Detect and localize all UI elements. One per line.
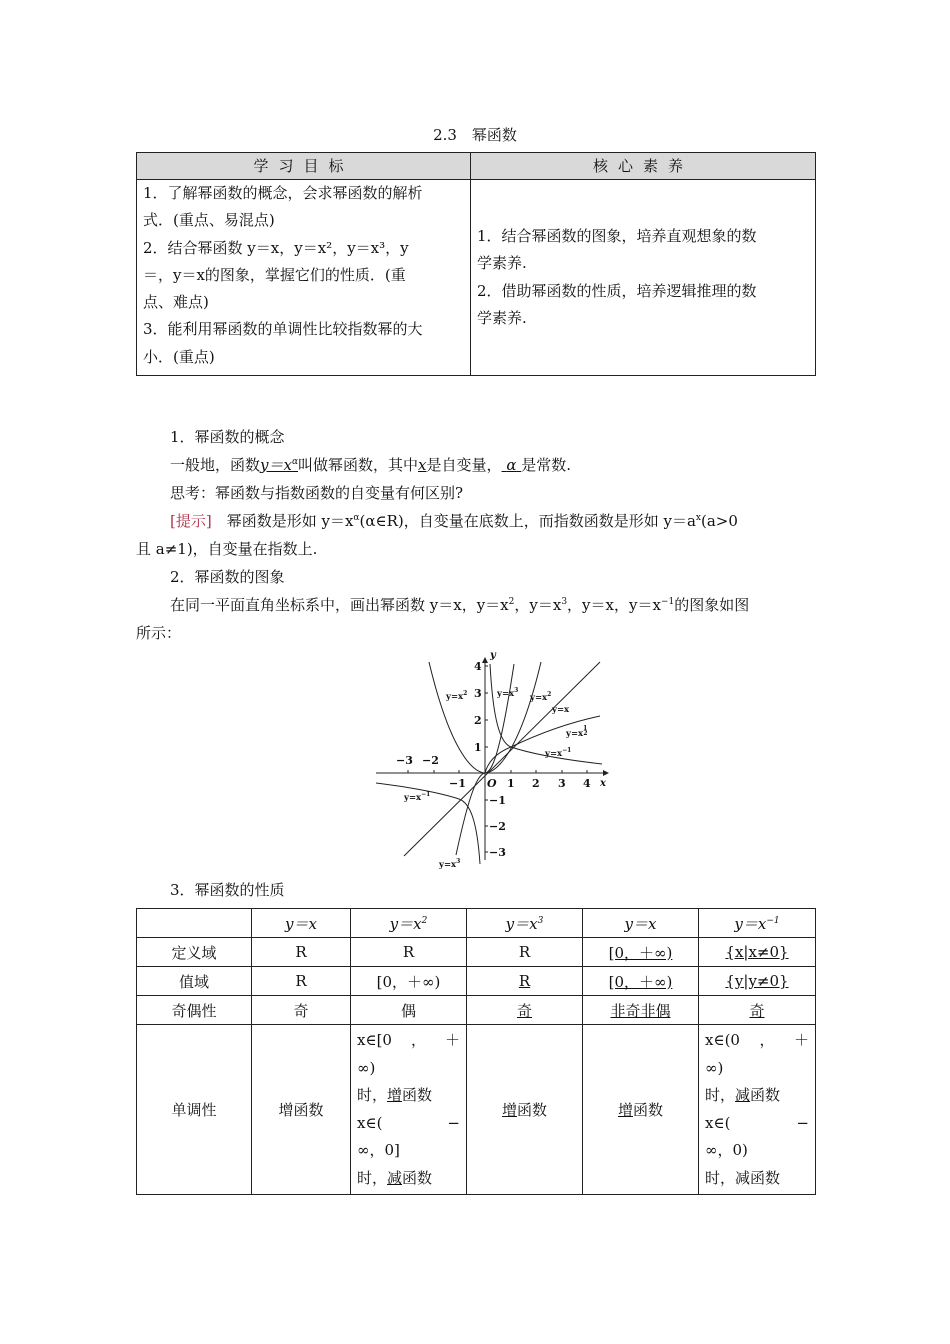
- x-tick-label: 4: [583, 777, 591, 790]
- table-cell: 偶: [351, 996, 467, 1025]
- x-tick-label: 3: [558, 777, 566, 790]
- x-axis-label: x: [600, 778, 606, 789]
- table-cell: 增函数: [467, 1025, 583, 1195]
- header-cell: [137, 909, 252, 938]
- y-axis-label: y: [490, 650, 496, 661]
- table-cell: [0，＋∞): [583, 938, 699, 967]
- x-tick-label: 2: [532, 777, 540, 790]
- label-inv-left: $y=x^{-1}$: [404, 791, 431, 803]
- s1-var-alpha: α: [506, 456, 517, 474]
- table-cell: R: [467, 967, 583, 996]
- goal-line: 小．(重点): [143, 347, 215, 366]
- s1-var-x: x: [418, 456, 427, 474]
- literacy-line: 1．结合幂函数的图象，培养直观想象的数: [477, 226, 757, 245]
- table-cell: 奇: [252, 996, 351, 1025]
- label-x2-left: $y=x^2$: [446, 690, 468, 702]
- power-function-graph: [372, 650, 616, 872]
- s1-text: 叫做幂函数，其中: [298, 456, 419, 474]
- y-tick-label: −1: [489, 794, 506, 807]
- goals-header-right: 核心素养: [471, 153, 816, 180]
- x-tick-label: 1: [507, 777, 515, 790]
- section-title: 2.3 幂函数: [433, 126, 517, 144]
- s2-heading: 2．幂函数的图象: [170, 568, 285, 586]
- x-tick-label: −1: [449, 777, 466, 790]
- goal-line: 3．能利用幂函数的单调性比较指数幂的大: [143, 320, 423, 339]
- y-tick-label: 3: [474, 687, 482, 700]
- header-cell: $y=x^{-1}$: [699, 909, 816, 938]
- table-cell: [0，＋∞): [583, 967, 699, 996]
- table-row: [137, 967, 816, 996]
- table-cell: x∈(0 ， ＋ ∞) 时，减函数 x∈( − ∞，0) 时，减函数: [699, 1025, 816, 1195]
- row-label: 值域: [137, 967, 252, 996]
- table-cell: 增函数: [583, 1025, 699, 1195]
- s1-text: 一般地，函数: [170, 456, 261, 474]
- y-tick-label: 1: [474, 741, 482, 754]
- table-cell: 非奇非偶: [583, 996, 699, 1025]
- s2-text-cont: 所示：: [136, 624, 182, 642]
- literacy-line: 2．借助幂函数的性质，培养逻辑推理的数: [477, 281, 757, 300]
- row-label: 定义域: [137, 938, 252, 967]
- goal-line: 点、难点): [143, 293, 209, 312]
- y-tick-label: −2: [489, 820, 506, 833]
- table-cell: [0，＋∞): [351, 967, 467, 996]
- literacy-line: 学素养.: [477, 254, 527, 273]
- label-x2-right: $y=x^2$: [530, 691, 552, 703]
- table-row: [137, 938, 816, 967]
- table-cell: 奇: [467, 996, 583, 1025]
- goals-header-left: 学习目标: [137, 153, 471, 180]
- label-x3-bottom: $y=x^3$: [439, 858, 461, 870]
- s1-think: 思考：幂函数与指数函数的自变量有何区别?: [170, 484, 464, 502]
- x-tick-label: −3: [396, 754, 413, 767]
- x-tick-label: −2: [422, 754, 439, 767]
- table-cell: 奇: [699, 996, 816, 1025]
- label-inv-right: $y=x^{-1}$: [545, 747, 572, 759]
- s1-formula: $y=x^\alpha$: [260, 456, 299, 474]
- header-cell: $y=x^2$: [351, 909, 467, 938]
- y-tick-label: 2: [474, 714, 482, 727]
- table-cell: {y|y≠0}: [699, 967, 816, 996]
- goals-table: [136, 152, 816, 376]
- table-cell: R: [252, 967, 351, 996]
- header-cell: y＝x: [583, 909, 699, 938]
- goal-line: 1．了解幂函数的概念，会求幂函数的解析: [143, 184, 423, 202]
- y-tick-label: 4: [474, 660, 482, 673]
- s3-heading: 3．幂函数的性质: [170, 881, 285, 899]
- hint-label: [提示]: [170, 512, 212, 530]
- table-cell: R: [467, 938, 583, 967]
- label-x: y=x: [552, 705, 570, 715]
- row-label: 奇偶性: [137, 996, 252, 1025]
- goals-left-cell: [137, 180, 471, 376]
- table-row: [137, 996, 816, 1025]
- table-cell: R: [351, 938, 467, 967]
- label-sqrt: $y=x^1$ 2: [566, 725, 588, 739]
- s1-text: 是自变量，: [426, 456, 502, 474]
- properties-table: [136, 908, 816, 1195]
- header-cell: $y=x^3$: [467, 909, 583, 938]
- table-cell: {x|x≠0}: [699, 938, 816, 967]
- table-cell: R: [252, 938, 351, 967]
- s1-hint: [提示] 幂函数是形如 $y=x^\alpha(\alpha\in R)$，自变量在底数上，而指数函数是形如 $y=a^x(a>0$: [170, 512, 738, 530]
- s1-text: 是常数.: [521, 456, 572, 474]
- s1-heading: 1．幂函数的概念: [170, 428, 285, 446]
- goal-line: 式．(重点、易混点): [143, 211, 275, 230]
- s1-definition: [170, 455, 571, 475]
- goal-line: ＝，y＝x的图象，掌握它们的性质．(重: [143, 265, 406, 284]
- origin-label: O: [487, 777, 497, 790]
- header-cell: y＝x: [252, 909, 351, 938]
- table-row-monotonicity: [137, 1025, 816, 1195]
- goals-right-cell: [471, 180, 816, 376]
- literacy-line: 学素养.: [477, 308, 527, 327]
- row-label: 单调性: [137, 1025, 252, 1195]
- table-header-row: [137, 909, 816, 938]
- s1-hint-cont: 且 a≠1)，自变量在指数上.: [136, 540, 318, 558]
- y-tick-label: −3: [489, 846, 506, 859]
- label-x3-top: $y=x^3$: [497, 687, 519, 699]
- table-cell: x∈[0 ， ＋ ∞) 时，增函数 x∈( − ∞，0] 时，减函数: [351, 1025, 467, 1195]
- goal-line: 2．结合幂函数 y＝x，y＝x²，y＝x³，y: [143, 238, 409, 257]
- table-cell: 增函数: [252, 1025, 351, 1195]
- s2-text: 在同一平面直角坐标系中，画出幂函数 y＝x，$y=x^2$，$y=x^3$，y＝x，$y=x^{-1}$的图象如图: [170, 596, 750, 614]
